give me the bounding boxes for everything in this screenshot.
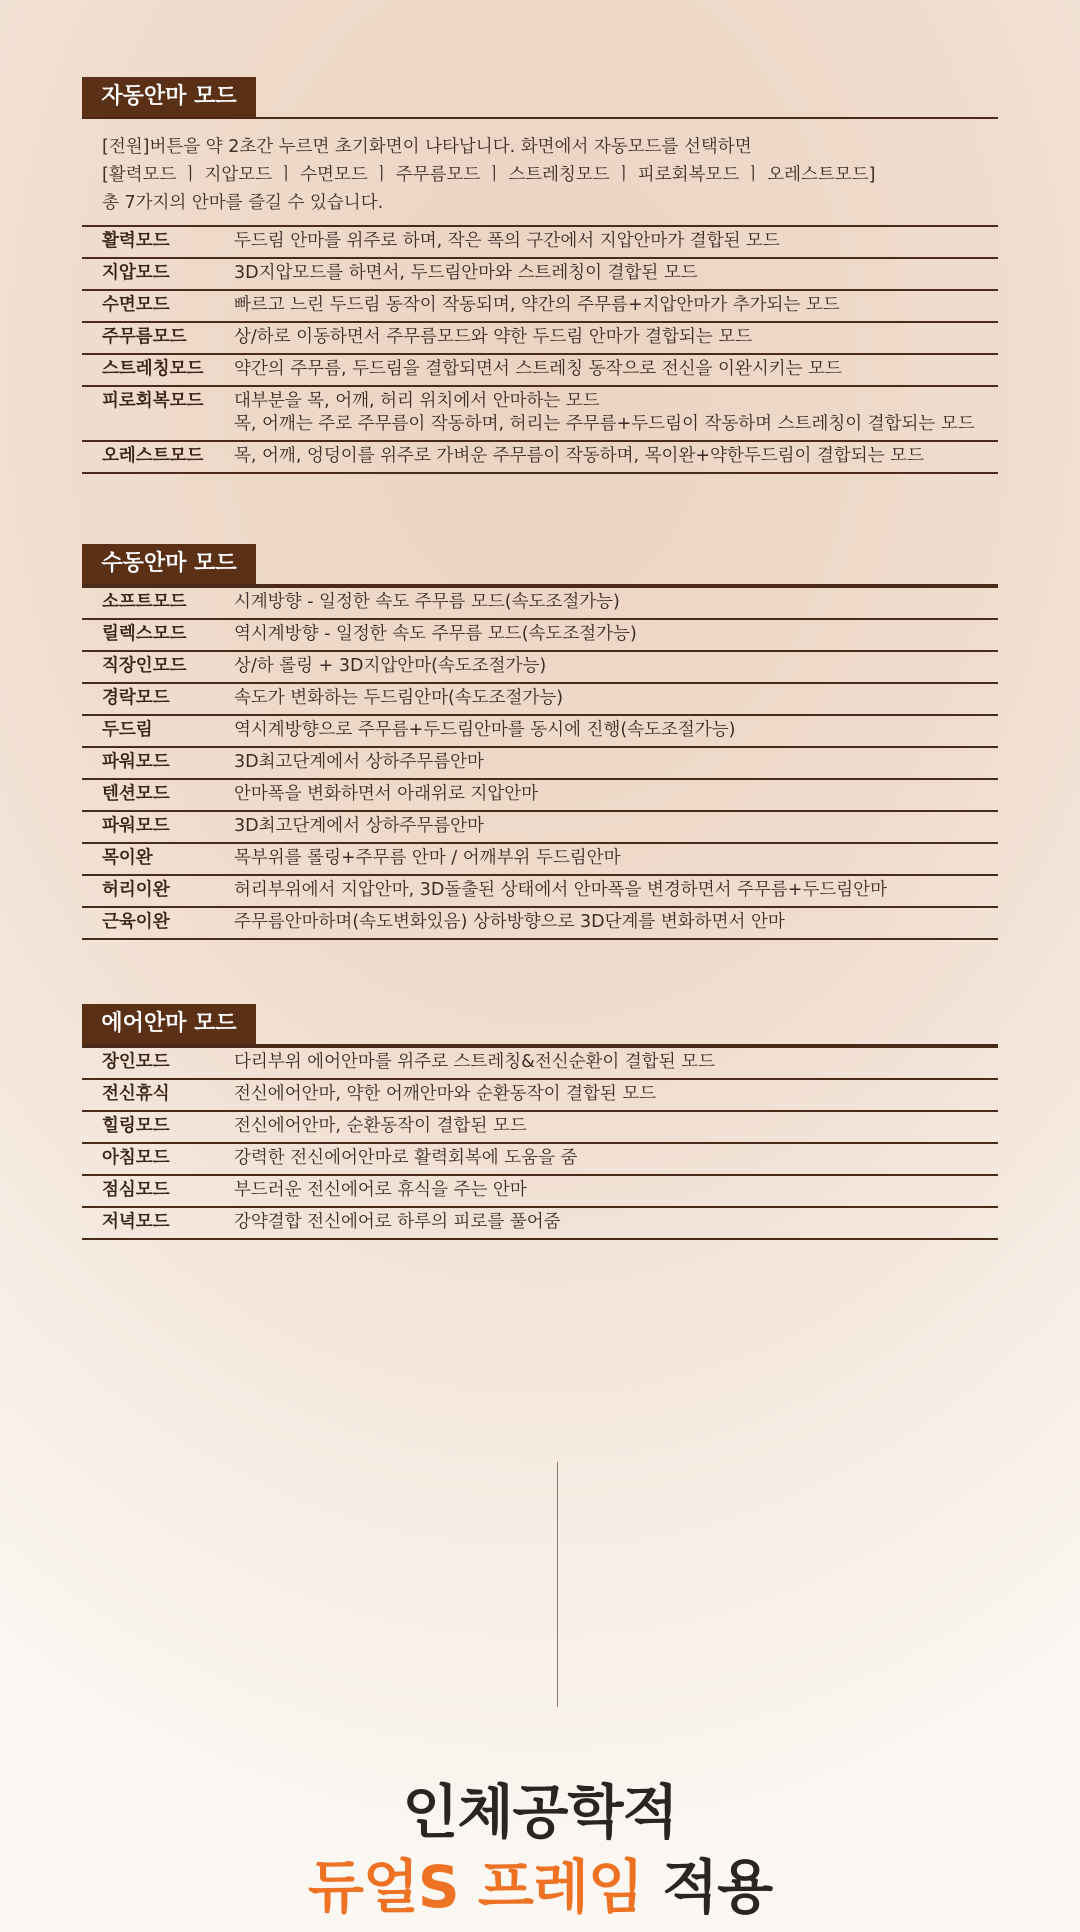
auto-mode-header	[82, 77, 998, 119]
air-mode-header	[82, 1004, 998, 1046]
table-row	[82, 441, 998, 473]
description-line: 전신에어안마, 순환동작이 결합된 모드	[234, 1116, 527, 1136]
mode-description	[234, 290, 998, 322]
description-line: 상/하 롤링 + 3D지압안마(속도조절가능)	[234, 656, 547, 676]
mode-name: 근육이완	[102, 912, 170, 932]
auto-mode-title: 자동안마 모드	[82, 77, 256, 117]
table-row	[82, 651, 998, 683]
mode-name: 파워모드	[102, 816, 170, 836]
mode-name: 목이완	[102, 848, 153, 868]
mode-description	[234, 1207, 998, 1239]
table-row	[82, 779, 998, 811]
description-line: 목, 어깨는 주로 주무름이 작동하며, 허리는 주무름+두드림이 작동하며 스트레칭이 결합되는 모드	[234, 414, 975, 434]
description-line: 전신에어안마, 약한 어깨안마와 순환동작이 결합된 모드	[234, 1084, 657, 1104]
mode-description	[234, 875, 998, 907]
mode-name: 소프트모드	[102, 592, 187, 612]
table-row	[82, 907, 998, 939]
mode-name: 허리이완	[102, 880, 170, 900]
description-line: 두드림 안마를 위주로 하며, 작은 폭의 구간에서 지압안마가 결합된 모드	[234, 231, 780, 251]
table-row	[82, 811, 998, 843]
mode-name: 릴렉스모드	[102, 624, 187, 644]
table-row	[82, 1047, 998, 1079]
description-line: 3D지압모드를 하면서, 두드림안마와 스트레칭이 결합된 모드	[234, 263, 698, 283]
headline-accent: 듀얼S 프레임	[307, 1853, 643, 1921]
mode-name: 수면모드	[102, 295, 170, 315]
table-row	[82, 290, 998, 322]
intro-line: [전원]버튼을 약 2초간 누르면 초기화면이 나타납니다. 화면에서 자동모드를 선택하면	[102, 137, 752, 157]
mode-name: 텐션모드	[102, 784, 170, 804]
table-row	[82, 875, 998, 907]
description-line: 안마폭을 변화하면서 아래위로 지압안마	[234, 784, 539, 804]
mode-description	[234, 811, 998, 843]
description-line: 속도가 변화하는 두드림안마(속도조절가능)	[234, 688, 564, 708]
mode-description	[234, 258, 998, 290]
manual-mode-section	[82, 544, 998, 940]
description-line: 목, 어깨, 엉덩이를 위주로 가벼운 주무름이 작동하며, 목이완+약한두드림이 결합되는 모드	[234, 446, 924, 466]
mode-description	[234, 843, 998, 875]
description-line: 역시계방향으로 주무름+두드림안마를 동시에 진행(속도조절가능)	[234, 720, 736, 740]
mode-name: 아침모드	[102, 1148, 170, 1168]
mode-description	[234, 1079, 998, 1111]
table-row	[82, 386, 998, 441]
mode-name: 저녁모드	[102, 1212, 170, 1232]
mode-name: 점심모드	[102, 1180, 170, 1200]
description-line: 역시계방향 - 일정한 속도 주무름 모드(속도조절가능)	[234, 624, 637, 644]
mode-name: 전신휴식	[102, 1084, 170, 1104]
mode-description	[234, 907, 998, 939]
auto-mode-section	[82, 77, 998, 474]
mode-description	[234, 779, 998, 811]
mode-description	[234, 1047, 998, 1079]
description-line: 부드러운 전신에어로 휴식을 주는 안마	[234, 1180, 527, 1200]
mode-description	[234, 1111, 998, 1143]
headline-line2	[0, 1840, 1080, 1924]
table-row	[82, 619, 998, 651]
table-row	[82, 1143, 998, 1175]
headline-line1: 인체공학적	[402, 1778, 678, 1846]
description-line: 빠르고 느린 두드림 동작이 작동되며, 약간의 주무름+지압안마가 추가되는 모드	[234, 295, 840, 315]
table-row	[82, 715, 998, 747]
air-mode-table	[82, 1046, 998, 1240]
description-line: 상/하로 이동하면서 주무름모드와 약한 두드림 안마가 결합되는 모드	[234, 327, 753, 347]
mode-description	[234, 619, 998, 651]
table-row	[82, 587, 998, 619]
mode-description	[234, 1143, 998, 1175]
description-line: 3D최고단계에서 상하주무름안마	[234, 816, 484, 836]
mode-description	[234, 441, 998, 473]
mode-description	[234, 715, 998, 747]
mode-description	[234, 747, 998, 779]
mode-description	[234, 587, 998, 619]
auto-mode-table	[82, 225, 998, 474]
table-row	[82, 322, 998, 354]
mode-description	[234, 226, 998, 258]
mode-name: 스트레칭모드	[102, 359, 204, 379]
mode-name: 지압모드	[102, 263, 170, 283]
mode-name: 오레스트모드	[102, 446, 204, 466]
table-row	[82, 747, 998, 779]
mode-name: 주무름모드	[102, 327, 187, 347]
mode-description	[234, 683, 998, 715]
mode-description	[234, 354, 998, 386]
headline-rest: 적용	[642, 1853, 773, 1921]
table-row	[82, 354, 998, 386]
manual-mode-table	[82, 586, 998, 940]
description-line: 강력한 전신에어안마로 활력회복에 도움을 줌	[234, 1148, 578, 1168]
auto-mode-intro	[82, 119, 998, 225]
manual-mode-header	[82, 544, 998, 586]
divider-line	[557, 1462, 558, 1707]
description-line: 허리부위에서 지압안마, 3D돌출된 상태에서 안마폭을 변경하면서 주무름+두드림안마	[234, 880, 887, 900]
mode-description	[234, 386, 998, 441]
mode-name: 장인모드	[102, 1052, 170, 1072]
table-row	[82, 258, 998, 290]
description-line: 목부위를 롤링+주무름 안마 / 어깨부위 두드림안마	[234, 848, 621, 868]
table-row	[82, 1111, 998, 1143]
mode-name: 힐링모드	[102, 1116, 170, 1136]
description-line: 시계방향 - 일정한 속도 주무름 모드(속도조절가능)	[234, 592, 620, 612]
mode-description	[234, 322, 998, 354]
description-line: 약간의 주무름, 두드림을 결합되면서 스트레칭 동작으로 전신을 이완시키는 모드	[234, 359, 842, 379]
description-line: 주무름안마하며(속도변화있음) 상하방향으로 3D단계를 변화하면서 안마	[234, 912, 785, 932]
table-row	[82, 1207, 998, 1239]
intro-line: 총 7가지의 안마를 즐길 수 있습니다.	[102, 193, 384, 213]
mode-name: 직장인모드	[102, 656, 187, 676]
manual-mode-title: 수동안마 모드	[82, 544, 256, 584]
table-row	[82, 683, 998, 715]
table-row	[82, 843, 998, 875]
table-row	[82, 1079, 998, 1111]
intro-line: [활력모드 ㅣ 지압모드 ㅣ 수면모드 ㅣ 주무름모드 ㅣ 스트레칭모드 ㅣ 피로회복모드 ㅣ 오레스트모드]	[102, 165, 876, 185]
air-mode-section	[82, 1004, 998, 1240]
mode-name: 활력모드	[102, 231, 170, 251]
mode-description	[234, 1175, 998, 1207]
table-row	[82, 226, 998, 258]
mode-name: 파워모드	[102, 752, 170, 772]
description-line: 강약결합 전신에어로 하루의 피로를 풀어줌	[234, 1212, 561, 1232]
description-line: 다리부위 에어안마를 위주로 스트레칭&전신순환이 결합된 모드	[234, 1052, 715, 1072]
mode-name: 경락모드	[102, 688, 170, 708]
table-row	[82, 1175, 998, 1207]
mode-name: 두드림	[102, 720, 153, 740]
mode-name: 피로회복모드	[102, 391, 204, 411]
mode-description	[234, 651, 998, 683]
description-line: 3D최고단계에서 상하주무름안마	[234, 752, 484, 772]
description-line: 대부분을 목, 어깨, 허리 위치에서 안마하는 모드	[234, 391, 600, 411]
air-mode-title: 에어안마 모드	[82, 1004, 256, 1044]
